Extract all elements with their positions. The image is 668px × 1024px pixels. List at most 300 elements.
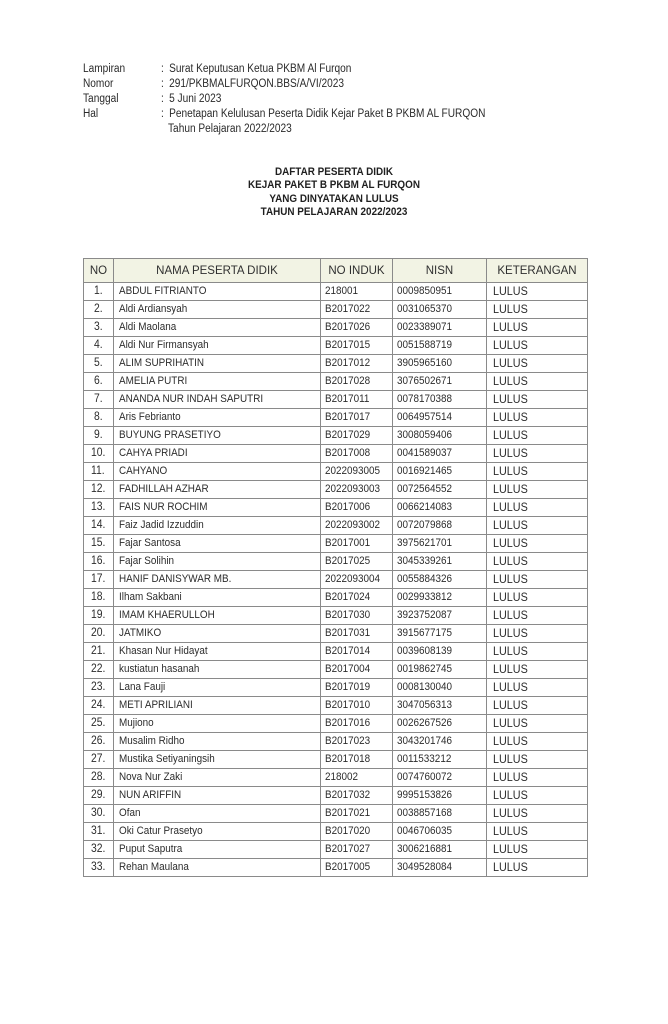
no-induk-text: 218001 — [325, 285, 359, 297]
row-number — [84, 337, 114, 355]
student-name-text: Ofan — [119, 807, 141, 819]
table-row — [84, 643, 588, 661]
no-induk-text: B2017012 — [325, 357, 371, 369]
student-name-text: BUYUNG PRASETIYO — [119, 429, 221, 441]
nisn-text: 0046706035 — [397, 825, 453, 837]
row-number — [84, 571, 114, 589]
nisn — [393, 715, 487, 733]
row-number — [84, 355, 114, 373]
student-name-text: Fajar Solihin — [119, 555, 175, 567]
no-induk — [321, 481, 393, 499]
student-name — [114, 445, 321, 463]
meta-label: Lampiran — [83, 63, 126, 75]
student-name-text: Khasan Nur Hidayat — [119, 645, 208, 657]
nisn — [393, 841, 487, 859]
keterangan-status-text: LULUS — [493, 824, 528, 838]
no-induk — [321, 841, 393, 859]
no-induk — [321, 499, 393, 517]
meta-value: 5 Juni 2023 — [169, 93, 222, 105]
row-number-text: 4. — [93, 339, 103, 351]
column-header-no-induk: NO INDUK — [321, 259, 393, 283]
no-induk-text: B2017010 — [325, 699, 371, 711]
keterangan-status — [487, 535, 588, 553]
column-header-nama: NAMA PESERTA DIDIK — [114, 259, 321, 283]
student-name-text: Nova Nur Zaki — [119, 771, 183, 783]
table-row — [84, 625, 588, 643]
no-induk — [321, 517, 393, 535]
keterangan-status — [487, 715, 588, 733]
nisn-text: 0031065370 — [397, 303, 453, 315]
keterangan-status-text: LULUS — [493, 734, 528, 748]
nisn-text: 9995153826 — [397, 789, 453, 801]
no-induk — [321, 697, 393, 715]
student-name — [114, 517, 321, 535]
meta-label: Hal — [83, 108, 99, 120]
student-name — [114, 607, 321, 625]
row-number-text: 27. — [90, 753, 105, 765]
no-induk — [321, 445, 393, 463]
keterangan-status — [487, 751, 588, 769]
table-row — [84, 499, 588, 517]
row-number-text: 2. — [93, 303, 103, 315]
keterangan-status — [487, 517, 588, 535]
no-induk-text: B2017027 — [325, 843, 371, 855]
row-number — [84, 301, 114, 319]
student-name — [114, 481, 321, 499]
nisn-text: 0019862745 — [397, 663, 453, 675]
no-induk — [321, 355, 393, 373]
nisn — [393, 769, 487, 787]
nisn-text: 3006216881 — [397, 843, 453, 855]
no-induk — [321, 409, 393, 427]
student-name-text: FADHILLAH AZHAR — [119, 483, 209, 495]
meta-value: Surat Keputusan Ketua PKBM Al Furqon — [169, 63, 352, 75]
no-induk — [321, 319, 393, 337]
row-number-text: 14. — [90, 519, 105, 531]
keterangan-status-text: LULUS — [493, 284, 528, 298]
no-induk — [321, 823, 393, 841]
no-induk-text: B2017005 — [325, 861, 371, 873]
keterangan-status — [487, 427, 588, 445]
row-number-text: 18. — [90, 591, 105, 603]
keterangan-status — [487, 445, 588, 463]
row-number — [84, 589, 114, 607]
document-title — [0, 166, 668, 219]
meta-hal-continuation — [83, 122, 530, 137]
student-name-text: Puput Saputra — [119, 843, 183, 855]
row-number-text: 17. — [90, 573, 105, 585]
row-number-text: 28. — [90, 771, 105, 783]
keterangan-status — [487, 697, 588, 715]
no-induk — [321, 283, 393, 301]
student-name-text: CAHYA PRIADI — [119, 447, 188, 459]
row-number-text: 6. — [93, 375, 103, 387]
student-name-text: HANIF DANISYWAR MB. — [119, 573, 232, 585]
nisn — [393, 319, 487, 337]
keterangan-status-text: LULUS — [493, 500, 528, 514]
row-number-text: 7. — [93, 393, 103, 405]
student-name — [114, 589, 321, 607]
student-name-text: Musalim Ridho — [119, 735, 185, 747]
nisn-text: 0064957514 — [397, 411, 453, 423]
no-induk — [321, 751, 393, 769]
student-name — [114, 427, 321, 445]
nisn — [393, 283, 487, 301]
keterangan-status-text: LULUS — [493, 644, 528, 658]
keterangan-status — [487, 355, 588, 373]
table-row — [84, 787, 588, 805]
table-row — [84, 283, 588, 301]
no-induk-text: B2017001 — [325, 537, 371, 549]
nisn-text: 3915677175 — [397, 627, 453, 639]
student-name-text: NUN ARIFFIN — [119, 789, 182, 801]
nisn-text: 0039608139 — [397, 645, 453, 657]
table-row — [84, 679, 588, 697]
keterangan-status-text: LULUS — [493, 842, 528, 856]
student-name — [114, 319, 321, 337]
row-number — [84, 733, 114, 751]
no-induk — [321, 715, 393, 733]
row-number — [84, 517, 114, 535]
table-row — [84, 571, 588, 589]
no-induk — [321, 643, 393, 661]
keterangan-status — [487, 337, 588, 355]
student-name — [114, 535, 321, 553]
no-induk-text: B2017022 — [325, 303, 371, 315]
no-induk — [321, 805, 393, 823]
nisn — [393, 517, 487, 535]
row-number — [84, 391, 114, 409]
column-header-no: NO — [84, 259, 114, 283]
no-induk — [321, 571, 393, 589]
keterangan-status-text: LULUS — [493, 518, 528, 532]
table-row — [84, 661, 588, 679]
table-row — [84, 823, 588, 841]
table-row — [84, 427, 588, 445]
keterangan-status — [487, 409, 588, 427]
nisn-text: 0074760072 — [397, 771, 453, 783]
row-number — [84, 769, 114, 787]
keterangan-status-text: LULUS — [493, 698, 528, 712]
table-row — [84, 301, 588, 319]
row-number — [84, 319, 114, 337]
student-name-text: Aldi Ardiansyah — [119, 303, 188, 315]
title-line-3: YANG DINYATAKAN LULUS — [269, 192, 399, 205]
nisn — [393, 607, 487, 625]
nisn-text: 3905965160 — [397, 357, 453, 369]
no-induk-text: B2017014 — [325, 645, 371, 657]
nisn — [393, 679, 487, 697]
row-number-text: 21. — [90, 645, 105, 657]
no-induk-text: B2017019 — [325, 681, 371, 693]
table-header-row — [84, 259, 588, 283]
nisn-text: 3049528084 — [397, 861, 453, 873]
no-induk — [321, 373, 393, 391]
nisn-text: 0072564552 — [397, 483, 453, 495]
no-induk — [321, 391, 393, 409]
keterangan-status-text: LULUS — [493, 608, 528, 622]
nisn-text: 0055884326 — [397, 573, 453, 585]
no-induk-text: B2017008 — [325, 447, 371, 459]
nisn — [393, 589, 487, 607]
nisn-text: 0078170388 — [397, 393, 453, 405]
title-line-1: DAFTAR PESERTA DIDIK — [274, 166, 394, 178]
student-name-text: Aldi Maolana — [119, 321, 177, 333]
row-number-text: 11. — [90, 465, 105, 477]
nisn-text: 0023389071 — [397, 321, 453, 333]
row-number-text: 5. — [93, 357, 103, 369]
table-row — [84, 445, 588, 463]
nisn — [393, 391, 487, 409]
keterangan-status-text: LULUS — [493, 572, 528, 586]
student-name — [114, 715, 321, 733]
no-induk — [321, 607, 393, 625]
table-body — [84, 283, 588, 877]
student-name — [114, 679, 321, 697]
student-name-text: Lana Fauji — [119, 681, 166, 693]
no-induk — [321, 769, 393, 787]
keterangan-status — [487, 859, 588, 877]
student-name-text: Rehan Maulana — [119, 861, 189, 873]
row-number-text: 26. — [90, 735, 105, 747]
student-name — [114, 301, 321, 319]
nisn — [393, 337, 487, 355]
no-induk — [321, 427, 393, 445]
no-induk-text: B2017015 — [325, 339, 371, 351]
student-name-text: AMELIA PUTRI — [119, 375, 188, 387]
student-name — [114, 859, 321, 877]
meta-value: 291/PKBMALFURQON.BBS/A/VI/2023 — [169, 78, 345, 90]
student-name — [114, 805, 321, 823]
no-induk-text: 2022093005 — [325, 465, 381, 477]
table-row — [84, 841, 588, 859]
student-name — [114, 661, 321, 679]
nisn-text: 0038857168 — [397, 807, 453, 819]
student-name — [114, 463, 321, 481]
no-induk-text: B2017017 — [325, 411, 371, 423]
row-number-text: 12. — [90, 483, 105, 495]
no-induk-text: B2017028 — [325, 375, 371, 387]
nisn-text: 3923752087 — [397, 609, 453, 621]
no-induk-text: B2017026 — [325, 321, 371, 333]
table-row — [84, 409, 588, 427]
student-name-text: Fajar Santosa — [119, 537, 181, 549]
nisn-text: 3008059406 — [397, 429, 453, 441]
student-name-text: kustiatun hasanah — [119, 663, 200, 675]
nisn — [393, 751, 487, 769]
no-induk-text: B2017032 — [325, 789, 371, 801]
row-number — [84, 751, 114, 769]
student-name — [114, 355, 321, 373]
table-row — [84, 517, 588, 535]
row-number-text: 1. — [93, 285, 103, 297]
meta-label: Tanggal — [83, 93, 119, 105]
title-line-2: KEJAR PAKET B PKBM AL FURQON — [248, 179, 420, 192]
nisn-text: 3076502671 — [397, 375, 453, 387]
nisn — [393, 787, 487, 805]
student-name-text: Mustika Setiyaningsih — [119, 753, 215, 765]
table-row — [84, 589, 588, 607]
student-name — [114, 283, 321, 301]
student-name-text: ALIM SUPRIHATIN — [119, 357, 205, 369]
meta-colon: : — [161, 93, 164, 105]
title-line-4: TAHUN PELAJARAN 2022/2023 — [260, 205, 408, 218]
student-name-text: Ilham Sakbani — [119, 591, 182, 603]
student-name — [114, 337, 321, 355]
row-number — [84, 805, 114, 823]
keterangan-status — [487, 553, 588, 571]
no-induk — [321, 301, 393, 319]
keterangan-status-text: LULUS — [493, 464, 528, 478]
student-name-text: ABDUL FITRIANTO — [119, 285, 207, 297]
nisn-text: 3047056313 — [397, 699, 453, 711]
keterangan-status — [487, 841, 588, 859]
keterangan-status — [487, 391, 588, 409]
no-induk — [321, 553, 393, 571]
row-number-text: 13. — [90, 501, 105, 513]
no-induk-text: B2017023 — [325, 735, 371, 747]
keterangan-status-text: LULUS — [493, 590, 528, 604]
nisn — [393, 499, 487, 517]
no-induk — [321, 787, 393, 805]
nisn — [393, 355, 487, 373]
row-number — [84, 427, 114, 445]
row-number-text: 32. — [90, 843, 105, 855]
table-row — [84, 337, 588, 355]
keterangan-status-text: LULUS — [493, 626, 528, 640]
keterangan-status-text: LULUS — [493, 302, 528, 316]
student-name — [114, 373, 321, 391]
keterangan-status — [487, 607, 588, 625]
keterangan-status-text: LULUS — [493, 716, 528, 730]
student-name — [114, 553, 321, 571]
student-name — [114, 733, 321, 751]
student-table — [83, 258, 588, 877]
meta-label: Nomor — [83, 78, 114, 90]
keterangan-status-text: LULUS — [493, 680, 528, 694]
table-row — [84, 319, 588, 337]
no-induk-text: B2017029 — [325, 429, 371, 441]
nisn — [393, 481, 487, 499]
keterangan-status-text: LULUS — [493, 428, 528, 442]
keterangan-status-text: LULUS — [493, 536, 528, 550]
student-name-text: Aldi Nur Firmansyah — [119, 339, 209, 351]
nisn — [393, 823, 487, 841]
no-induk-text: B2017030 — [325, 609, 371, 621]
meta-colon: : — [161, 78, 164, 90]
nisn-text: 0066214083 — [397, 501, 453, 513]
student-name — [114, 751, 321, 769]
table-row — [84, 859, 588, 877]
row-number-text: 9. — [93, 429, 103, 441]
letter-metadata — [83, 62, 530, 137]
nisn — [393, 409, 487, 427]
row-number-text: 15. — [90, 537, 105, 549]
row-number-text: 24. — [90, 699, 105, 711]
row-number — [84, 481, 114, 499]
keterangan-status-text: LULUS — [493, 806, 528, 820]
meta-hal — [83, 107, 530, 122]
keterangan-status — [487, 571, 588, 589]
no-induk-text: B2017031 — [325, 627, 371, 639]
row-number — [84, 283, 114, 301]
nisn — [393, 859, 487, 877]
no-induk — [321, 589, 393, 607]
student-name — [114, 643, 321, 661]
student-name — [114, 391, 321, 409]
nisn-text: 0041589037 — [397, 447, 453, 459]
nisn — [393, 733, 487, 751]
row-number-text: 31. — [90, 825, 105, 837]
column-header-keterangan: KETERANGAN — [487, 259, 588, 283]
row-number — [84, 787, 114, 805]
keterangan-status — [487, 463, 588, 481]
keterangan-status-text: LULUS — [493, 770, 528, 784]
row-number-text: 10. — [90, 447, 105, 459]
keterangan-status-text: LULUS — [493, 788, 528, 802]
keterangan-status — [487, 823, 588, 841]
row-number-text: 3. — [93, 321, 103, 333]
nisn — [393, 553, 487, 571]
student-name-text: CAHYANO — [119, 465, 168, 477]
keterangan-status-text: LULUS — [493, 860, 528, 874]
row-number-text: 20. — [90, 627, 105, 639]
student-name — [114, 625, 321, 643]
nisn-text: 3045339261 — [397, 555, 453, 567]
row-number — [84, 409, 114, 427]
table-row — [84, 481, 588, 499]
keterangan-status — [487, 481, 588, 499]
table-row — [84, 769, 588, 787]
no-induk-text: B2017018 — [325, 753, 371, 765]
nisn-text: 0029933812 — [397, 591, 453, 603]
no-induk-text: B2017016 — [325, 717, 371, 729]
nisn — [393, 643, 487, 661]
student-name-text: Aris Febrianto — [119, 411, 181, 423]
meta-tanggal — [83, 92, 530, 107]
keterangan-status-text: LULUS — [493, 392, 528, 406]
table-row — [84, 715, 588, 733]
no-induk-text: B2017011 — [325, 393, 370, 405]
row-number — [84, 373, 114, 391]
keterangan-status — [487, 661, 588, 679]
keterangan-status — [487, 301, 588, 319]
keterangan-status — [487, 625, 588, 643]
keterangan-status-text: LULUS — [493, 356, 528, 370]
keterangan-status — [487, 283, 588, 301]
student-name — [114, 823, 321, 841]
row-number — [84, 625, 114, 643]
keterangan-status-text: LULUS — [493, 446, 528, 460]
row-number — [84, 661, 114, 679]
student-name-text: METI APRILIANI — [119, 699, 193, 711]
nisn — [393, 571, 487, 589]
nisn-text: 0026267526 — [397, 717, 453, 729]
student-name-text: ANANDA NUR INDAH SAPUTRI — [119, 393, 264, 405]
row-number-text: 25. — [90, 717, 105, 729]
nisn-text: 3043201746 — [397, 735, 453, 747]
nisn-text: 0008130040 — [397, 681, 453, 693]
row-number — [84, 823, 114, 841]
no-induk-text: 2022093004 — [325, 573, 381, 585]
keterangan-status-text: LULUS — [493, 662, 528, 676]
row-number-text: 22. — [90, 663, 105, 675]
nisn — [393, 661, 487, 679]
meta-value-continuation: Tahun Pelajaran 2022/2023 — [168, 123, 292, 135]
keterangan-status — [487, 679, 588, 697]
row-number — [84, 445, 114, 463]
keterangan-status-text: LULUS — [493, 752, 528, 766]
